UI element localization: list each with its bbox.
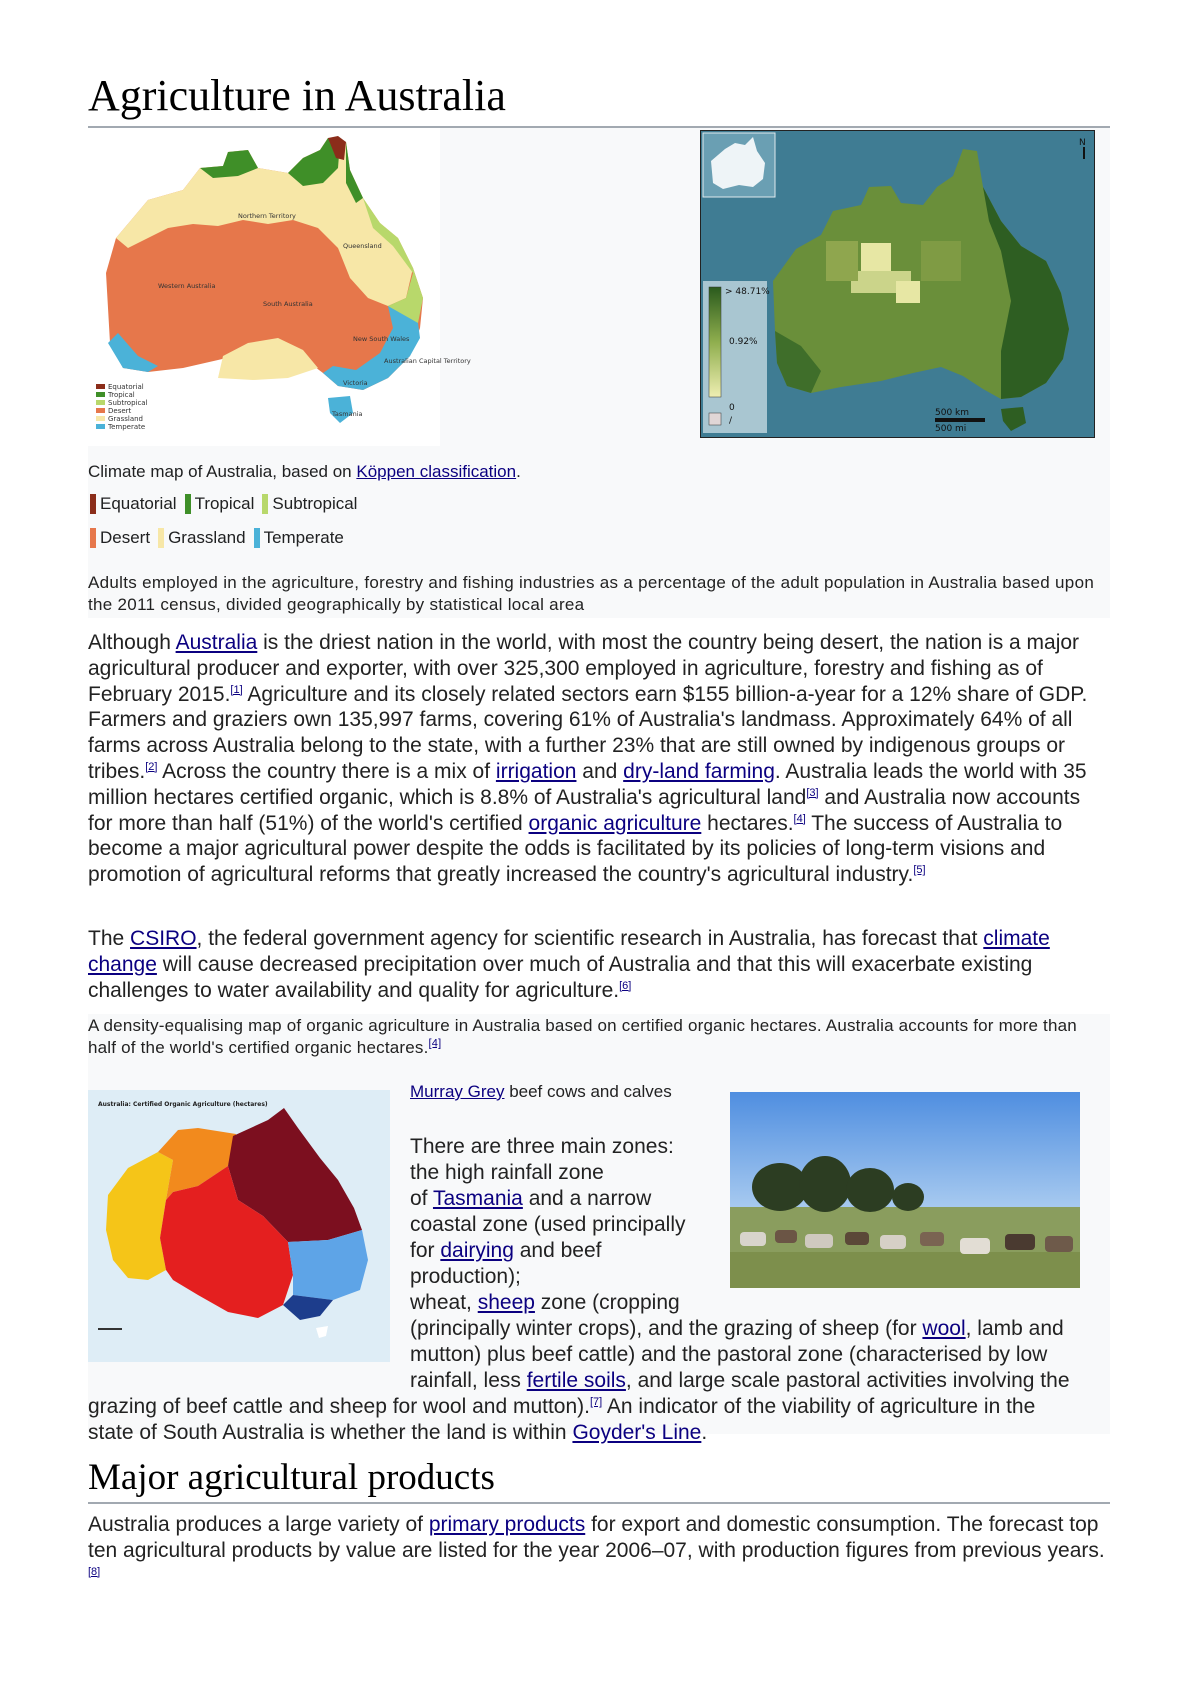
primary-products-link[interactable]: primary products: [428, 1513, 586, 1536]
map-key-grassland-label: Grassland: [108, 415, 143, 423]
legend-label-temperate: Temperate: [263, 528, 344, 547]
murray-grey-link[interactable]: Murray Grey: [410, 1082, 505, 1101]
organic-caption-text: A density-equalising map of organic agriculture in Australia based on certified organic hectares. Australia accounts for more than half of the world's certified organic hectares.: [88, 1016, 1077, 1057]
legend-label-equatorial: Equatorial: [100, 494, 177, 513]
employment-map-svg: [701, 131, 1094, 437]
photo-grass-fore: [730, 1252, 1080, 1288]
zones-text-7a: wheat,: [410, 1291, 478, 1314]
zones-text-8b: , lamb and: [965, 1317, 1064, 1340]
organic-map-svg: [88, 1090, 390, 1362]
csiro-link[interactable]: CSIRO: [130, 927, 197, 950]
sheep-link[interactable]: sheep: [477, 1291, 535, 1314]
photo-cow-6: [920, 1232, 944, 1246]
employment-map-mid-1: [826, 241, 858, 281]
map-label-nsw: New South Wales: [353, 335, 410, 343]
map-key-grassland: [96, 416, 105, 421]
zones-text-11a: grazing of beef cattle and sheep for wool and mutton).: [88, 1395, 590, 1418]
legend-swatch-equatorial: [90, 494, 96, 514]
ref-8[interactable]: [8]: [88, 1565, 101, 1578]
zones-line-11: [88, 1394, 1035, 1420]
map-label-sa: South Australia: [263, 300, 313, 308]
ref-6[interactable]: [6]: [619, 979, 632, 992]
zones-text-7b: zone (cropping: [534, 1291, 680, 1314]
map-key-subtropical-label: Subtropical: [108, 399, 148, 407]
zones-line-4: coastal zone (used principally: [410, 1213, 686, 1236]
photo-tree-3: [846, 1168, 894, 1212]
csiro-paragraph: [88, 926, 1110, 1003]
employment-legend-gradient: [709, 287, 721, 397]
cattle-photo-svg: [730, 1092, 1080, 1288]
csiro-text-3: will cause decreased precipitation over much of Australia and that this will exacerbate existing challenges to water availability and quality for agriculture.: [88, 952, 1033, 1002]
cow-caption-text: beef cows and calves: [504, 1082, 672, 1101]
climate-change-link[interactable]: climate change: [88, 927, 1050, 976]
zones-text-10b: , and large scale pastoral activities involving the: [625, 1369, 1070, 1392]
employment-map-pale-1: [861, 243, 891, 271]
legend-swatch-grassland: [158, 528, 164, 548]
employment-map-mid-2: [921, 241, 961, 281]
intro-paragraph: [88, 630, 1110, 888]
photo-cow-1: [740, 1232, 766, 1246]
photo-cow-9: [1045, 1236, 1073, 1252]
zones-line-12: [88, 1420, 707, 1446]
ref-5[interactable]: [5]: [913, 864, 926, 877]
map-key-equatorial-label: Equatorial: [108, 383, 144, 391]
photo-cow-8: [1005, 1234, 1035, 1250]
scale-bar: [935, 418, 985, 422]
photo-tree-4: [892, 1183, 924, 1211]
legend-label-desert: Desert: [100, 528, 151, 547]
zones-text-3b: and a narrow: [522, 1187, 652, 1210]
photo-cow-4: [845, 1232, 869, 1245]
zones-line-6: production);: [410, 1265, 521, 1288]
zones-text-8a: (principally winter crops), and the grazing of sheep (for: [410, 1317, 923, 1340]
ref-2[interactable]: [2]: [145, 760, 158, 773]
employment-map-tasmania: [1001, 407, 1026, 431]
organic-map-tas: [316, 1326, 328, 1338]
climate-legend-row-1: [88, 494, 363, 514]
zones-text-12a: state of South Australia is whether the land is within: [88, 1421, 573, 1444]
zones-text-5b: and beef: [513, 1239, 602, 1262]
photo-cow-5: [880, 1235, 906, 1249]
tasmania-link[interactable]: Tasmania: [432, 1187, 523, 1210]
goyders-line-link[interactable]: Goyder's Line: [572, 1421, 702, 1444]
zones-line-5: [410, 1238, 601, 1264]
scale-bar-label-2: 500 mi: [935, 424, 967, 434]
climate-caption-period: .: [516, 462, 521, 481]
map-label-wa: Western Australia: [158, 282, 216, 290]
ref-1[interactable]: [1]: [230, 683, 243, 696]
map-label-act: Australian Capital Territory: [384, 357, 471, 365]
products-text-2: for export and domestic consumption. The forecast top ten agricultural products by value are listed for the year 2006–07, with production figures from previous years.: [88, 1513, 1105, 1562]
employment-map-pale-3: [896, 281, 920, 303]
scale-bar-label: 500 km: [935, 408, 970, 418]
australia-link[interactable]: Australia: [175, 631, 258, 654]
climate-legend-row-2: [88, 528, 350, 548]
organic-caption-ref[interactable]: [4]: [428, 1037, 442, 1050]
products-text-1: Australia produces a large variety of: [88, 1513, 429, 1536]
employment-map-image[interactable]: [700, 130, 1095, 438]
murray-grey-cattle-photo[interactable]: [730, 1092, 1080, 1288]
climate-caption-text: Climate map of Australia, based on: [88, 462, 357, 481]
products-paragraph: [88, 1512, 1110, 1589]
cow-photo-caption: [410, 1082, 672, 1102]
dairying-link[interactable]: dairying: [440, 1239, 514, 1262]
intro-text-4: Across the country there is a mix of: [157, 759, 496, 783]
map-key-equatorial: [96, 384, 105, 389]
employment-legend-zero: 0: [729, 403, 735, 413]
ref-3[interactable]: [3]: [806, 786, 819, 799]
page-title: Agriculture in Australia: [88, 70, 1110, 128]
legend-swatch-tropical: [185, 494, 191, 514]
map-key-tropical: [96, 392, 105, 397]
organic-agriculture-map-image[interactable]: [88, 1090, 390, 1362]
dry-land-farming-link[interactable]: dry-land farming: [623, 759, 775, 783]
irrigation-link[interactable]: irrigation: [495, 759, 577, 783]
photo-cow-7: [960, 1238, 990, 1254]
ref-7[interactable]: [7]: [589, 1396, 603, 1408]
intro-text-2: is the driest nation in the world, with most the country being desert, the nation is a major agricultural producer and exporter, with over 325,300 employed in agriculture, forestry and fishing as of February 2015.: [88, 631, 1080, 706]
map-key-desert-label: Desert: [108, 407, 132, 415]
koppen-classification-link[interactable]: Köppen classification: [356, 462, 517, 481]
zones-line-2: the high rainfall zone: [410, 1161, 604, 1184]
organic-map-caption: [88, 1015, 1110, 1059]
intro-text-1: Although: [88, 631, 176, 654]
climate-map-svg: [88, 128, 471, 446]
legend-swatch-temperate: [254, 528, 260, 548]
legend-label-subtropical: Subtropical: [272, 494, 358, 513]
map-label-tas: Tasmania: [332, 410, 363, 418]
ref-4[interactable]: [4]: [793, 812, 806, 825]
north-arrow-label: N: [1079, 138, 1086, 148]
map-key-subtropical: [96, 400, 105, 405]
map-key-temperate-label: Temperate: [108, 423, 146, 431]
map-label-nt: Northern Territory: [238, 212, 296, 220]
intro-text-9: The success of Australia to become a major agricultural power despite the odds is facilitated by its policies of long-term visions and promotion of agricultural reforms that greatly increased the country's agricultural industry.: [88, 811, 1063, 887]
employment-legend-na: /: [729, 416, 733, 426]
zones-line-10: [410, 1368, 1070, 1394]
intro-text-3: Agriculture and its closely related sectors earn $155 billion-a-year for a 12% share of GDP. Farmers and graziers own 135,997 farms, covering 61% of Australia's landmass. Approximately 64% of all farms across Australia belong to the state, with a further 23% that are still owned by indigenous groups or tribes.: [88, 682, 1088, 783]
organic-map-scale: [98, 1328, 122, 1330]
csiro-text-1: The: [88, 927, 131, 950]
photo-cow-2: [775, 1230, 797, 1243]
section-heading-major-products: Major agricultural products: [88, 1456, 1110, 1504]
legend-label-tropical: Tropical: [194, 494, 255, 513]
zones-line-9: mutton) plus beef cattle) and the pastoral zone (characterised by low: [410, 1343, 1048, 1366]
map-key-tropical-label: Tropical: [108, 391, 135, 399]
zones-text-3a: of: [410, 1187, 433, 1210]
map-label-vic: Victoria: [343, 379, 368, 387]
legend-swatch-desert: [90, 528, 96, 548]
employment-legend-mid: 0.92%: [729, 337, 758, 347]
intro-text-5: and: [576, 759, 624, 783]
legend-label-grassland: Grassland: [168, 528, 246, 547]
photo-cow-3: [805, 1234, 833, 1248]
intro-text-8: hectares.: [701, 811, 794, 835]
employment-legend-na-swatch: [709, 413, 721, 425]
intro-text-6: . Australia leads the world with 35 million hectares certified organic, which is 8.8% of Australia's agricultural land: [88, 759, 1087, 809]
map-label-qld: Queensland: [343, 242, 382, 250]
map-key-desert: [96, 408, 105, 413]
zones-line-8: [410, 1316, 1064, 1342]
organic-agriculture-link[interactable]: organic agriculture: [528, 811, 702, 835]
zones-line-1: There are three main zones:: [410, 1135, 674, 1158]
zones-text-10a: rainfall, less: [410, 1369, 527, 1392]
wool-link[interactable]: wool: [922, 1317, 966, 1340]
zones-text-11b: An indicator of the viability of agriculture in the: [602, 1395, 1036, 1418]
organic-map-title: Australia: Certified Organic Agriculture (hectares): [98, 1101, 268, 1108]
zones-line-7: [410, 1290, 680, 1316]
climate-map-caption: [88, 462, 521, 482]
employment-legend-max: > 48.71%: [725, 287, 770, 297]
legend-swatch-subtropical: [262, 494, 268, 514]
zones-line-3: [410, 1186, 651, 1212]
fertile-soils-link[interactable]: fertile soils: [526, 1369, 626, 1392]
zones-text-12b: .: [701, 1421, 708, 1444]
employment-map-caption: Adults employed in the agriculture, forestry and fishing industries as a percentage of the adult population in Australia based upon the 2011 census, divided geographically by statistical local area: [88, 573, 1095, 614]
intro-text-7: and Australia now accounts for more than half (51%) of the world's certified: [88, 785, 1081, 835]
csiro-text-2: , the federal government agency for scientific research in Australia, has forecast that: [196, 927, 984, 950]
climate-map-image[interactable]: [88, 128, 471, 446]
organic-map-wa: [106, 1152, 173, 1280]
photo-tree-2: [799, 1156, 851, 1212]
map-key-temperate: [96, 424, 105, 429]
zones-text-5a: for: [410, 1239, 441, 1262]
